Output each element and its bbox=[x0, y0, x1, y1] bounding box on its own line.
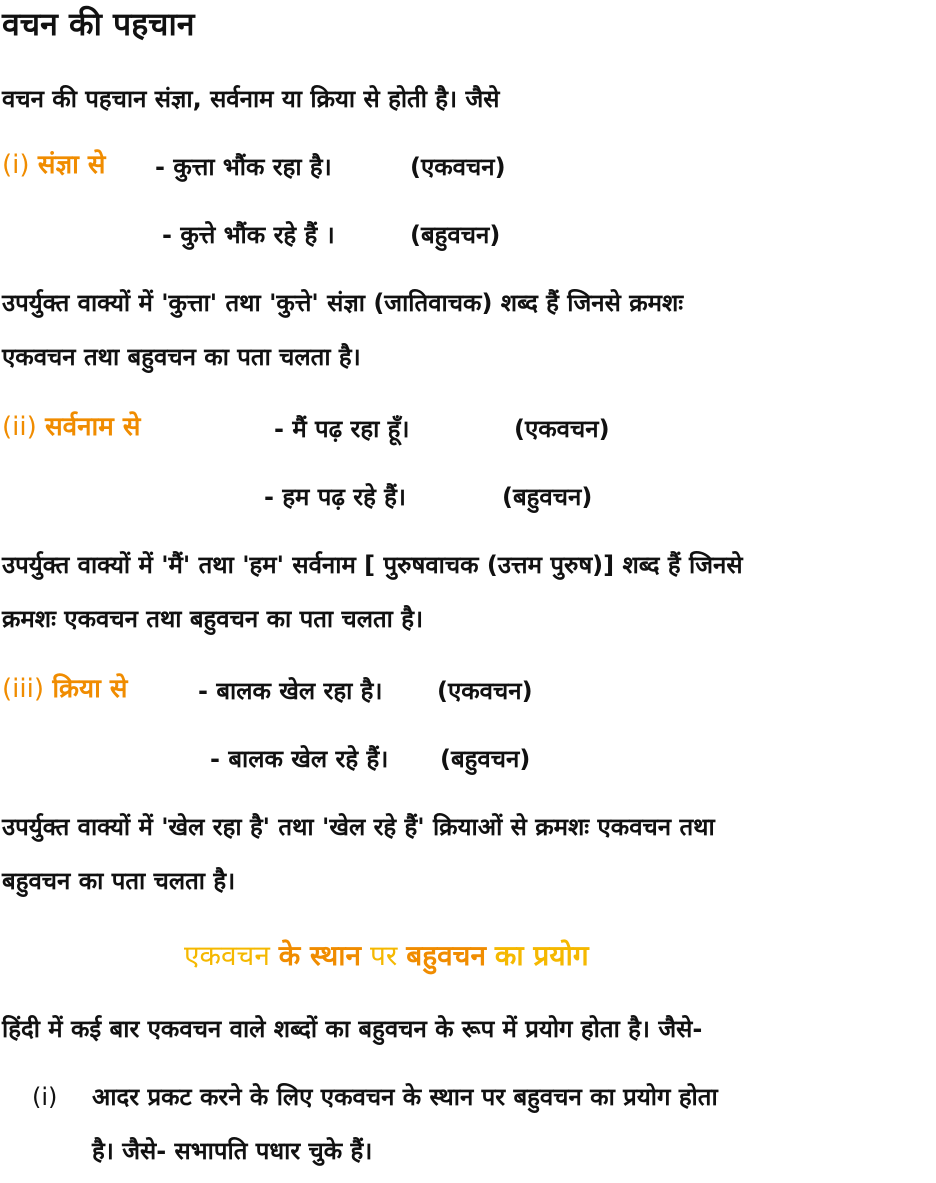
explanation-line: उपर्युक्त वाक्यों में 'कुत्ता' तथा 'कुत्ते' संज्ञा (जातिवाचक) शब्द हैं जिनसे क्रमशः bbox=[2, 289, 684, 317]
example-type: (एकवचन) bbox=[410, 153, 506, 181]
paragraph: हिंदी में कई बार एकवचन वाले शब्दों का बहुवचन के रूप में प्रयोग होता है। जैसे- bbox=[2, 1015, 703, 1043]
explanation-line: उपर्युक्त वाक्यों में 'खेल रहा है' तथा 'खेल रहे हैं' क्रियाओं से क्रमशः एकवचन तथा bbox=[2, 813, 715, 841]
page-title: वचन की पहचान bbox=[2, 5, 195, 43]
subheading-part: एकवचन bbox=[184, 939, 270, 972]
example-type: (बहुवचन) bbox=[410, 221, 501, 249]
example-type: (एकवचन) bbox=[437, 677, 533, 705]
example-sentence: - बालक खेल रहे हैं। bbox=[210, 745, 389, 773]
example-sentence: - मैं पढ़ रहा हूँ। bbox=[274, 415, 410, 443]
subheading-part: बहुवचन bbox=[406, 939, 486, 972]
section-3-heading bbox=[2, 672, 127, 706]
example-sentence: - हम पढ़ रहे हैं। bbox=[264, 483, 407, 511]
list-item-number: (i) bbox=[32, 1083, 58, 1111]
section-1-heading bbox=[2, 148, 105, 182]
list-item-line: है। जैसे- सभापति पधार चुके हैं। bbox=[92, 1137, 373, 1165]
subheading bbox=[184, 936, 589, 976]
list-item-line: आदर प्रकट करने के लिए एकवचन के स्थान पर बहुवचन का प्रयोग होता bbox=[92, 1083, 718, 1111]
example-sentence: - कुत्ता भौंक रहा है। bbox=[155, 153, 332, 181]
section-label: संज्ञा से bbox=[37, 150, 106, 180]
subheading-part: के स्थान bbox=[278, 939, 362, 972]
example-type: (एकवचन) bbox=[514, 415, 610, 443]
example-sentence: - कुत्ते भौंक रहे हैं । bbox=[162, 221, 335, 249]
section-label: सर्वनाम से bbox=[45, 412, 141, 442]
explanation-line: क्रमशः एकवचन तथा बहुवचन का पता चलता है। bbox=[2, 605, 424, 633]
section-2-heading bbox=[2, 410, 140, 444]
explanation-line: एकवचन तथा बहुवचन का पता चलता है। bbox=[2, 343, 361, 371]
subheading-part: पर bbox=[369, 939, 398, 972]
explanation-line: उपर्युक्त वाक्यों में 'मैं' तथा 'हम' सर्वनाम [ पुरुषवाचक (उत्तम पुरुष)] शब्द हैं जिनसे bbox=[2, 551, 743, 579]
subheading-part: का प्रयोग bbox=[494, 939, 589, 972]
intro-text: वचन की पहचान संज्ञा, सर्वनाम या क्रिया से होती है। जैसे bbox=[2, 85, 500, 113]
example-type: (बहुवचन) bbox=[502, 483, 593, 511]
example-type: (बहुवचन) bbox=[440, 745, 531, 773]
section-number: (i) bbox=[2, 150, 30, 180]
section-label: क्रिया से bbox=[52, 674, 128, 704]
section-number: (iii) bbox=[2, 674, 44, 704]
explanation-line: बहुवचन का पता चलता है। bbox=[2, 867, 236, 895]
example-sentence: - बालक खेल रहा है। bbox=[198, 677, 383, 705]
section-number: (ii) bbox=[2, 412, 37, 442]
